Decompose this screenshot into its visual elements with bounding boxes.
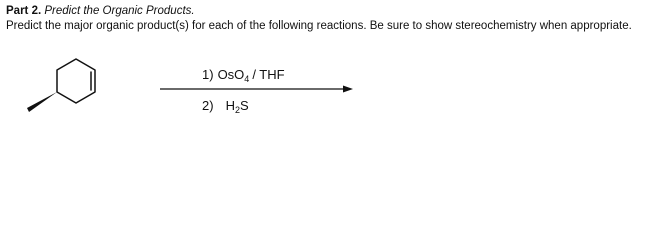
step2-number: 2)	[202, 98, 214, 113]
step2-reagent-end: S	[239, 98, 249, 113]
step1-reagents	[202, 67, 285, 84]
step1-solvent: / THF	[252, 67, 285, 82]
step1-reagent-subscript: 4	[244, 74, 250, 84]
cyclohexene-ring	[57, 59, 95, 103]
reaction-arrow	[160, 86, 353, 93]
part-label: Part 2.	[6, 5, 42, 17]
step2-reagents	[202, 98, 249, 115]
step1-number: 1)	[202, 67, 214, 82]
wedged-methyl-bond	[27, 92, 57, 112]
starting-material-structure	[57, 59, 95, 103]
step1-reagent: OsO	[217, 67, 245, 82]
instructions-text: Predict the major organic product(s) for each of the following reactions. Be sure to show stereochemistry when appropriate.	[6, 20, 632, 32]
step2-reagent: H	[225, 98, 235, 113]
arrow-head	[343, 86, 353, 93]
part-subtitle: Predict the Organic Products.	[44, 5, 195, 17]
step2-reagent-subscript: 2	[234, 105, 240, 115]
